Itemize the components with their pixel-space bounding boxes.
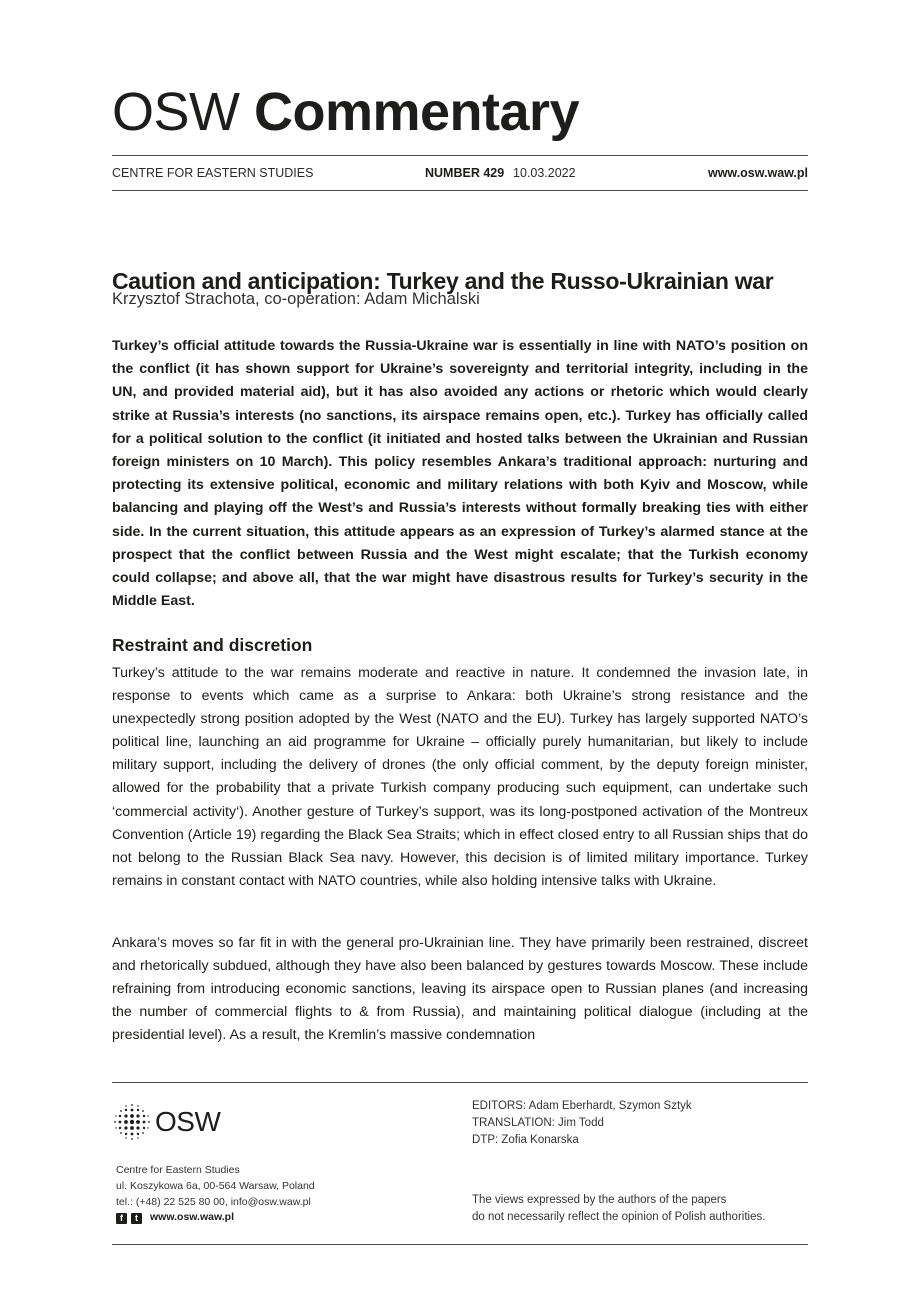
disclaimer-line-2: do not necessarily reflect the opinion of Polish authorities. [472,1210,766,1223]
masthead [112,80,579,144]
facebook-icon[interactable]: f [116,1213,127,1224]
article-authors: Krzysztof Strachota, co-operation: Adam Michalski [112,290,480,308]
contact-phone-email: tel.: (+48) 22 525 80 00, info@osw.waw.pl [116,1195,311,1208]
editors-block [472,1098,808,1148]
logo-wordmark: OSW [155,1106,221,1137]
issue-number: NUMBER 429 [425,166,505,180]
contact-address: ul. Koszykowa 6a, 00-564 Warsaw, Poland [116,1179,315,1192]
twitter-icon[interactable]: t [131,1213,142,1224]
disclaimer-line-1: The views expressed by the authors of the papers [472,1194,727,1206]
body-paragraph-1: Turkey’s attitude to the war remains moderate and reactive in nature. It condemned the invasion late, in response to events which came as a surprise to Ankara: both Ukraine’s strong resistance and the unexpectedly strong position adopted by the West (NATO and the EU). Turkey has largely supported NATO’s political line, launching an aid programme for Ukraine – officially purely humanitarian, but likely to include military support, including the delivery of drones (the only official comment, by the deputy foreign minister, allowed for the probability that a private Turkish company producing such equipment, can undertake such ‘commercial activity‘). Another gesture of Turkey’s support, was its long-postponed activation of the Montreux Convention (Article 19) regarding the Black Sea Straits; which in effect closed entry to all Russian ships that do not belong to the Russian Black Sea navy. However, this decision is of limited military importance. Turkey remains in constant contact with NATO countries, while also holding intensive talks with Ukraine. [112,665,808,889]
body-paragraph-2: Ankara’s moves so far fit in with the general pro-Ukrainian line. They have primarily been restrained, discreet and rhetorically subdued, although they have also been balanced by gestures towards Moscow. These include refraining from introducing economic sanctions, leaving its airspace open to Russian planes (and increasing the number of commercial flights to & from Russia), and maintaining political dialogue (including at the presidential level). As a result, the Kremlin’s massive condemnation [112,935,808,1044]
osw-logo [112,1102,232,1142]
disclaimer [472,1192,808,1226]
translation-line: TRANSLATION: Jim Todd [472,1116,604,1129]
article-title: Caution and anticipation: Turkey and the Russo-Ukrainian war [112,268,774,295]
section-heading: Restraint and discretion [112,635,313,655]
social-row [116,1210,436,1226]
header-divider-bottom [112,190,808,191]
masthead-osw: OSW [112,82,240,142]
website-link[interactable]: www.osw.waw.pl [707,166,808,180]
contact-block [116,1163,436,1226]
dtp-line: DTP: Zofia Konarska [472,1133,579,1146]
footer-divider-top [112,1082,808,1083]
lead-paragraph: Turkey’s official attitude towards the Russia-Ukraine war is essentially in line with NATO’s position on the conflict (it has shown support for Ukraine’s sovereignty and territorial integrity, including in the UN, and provided material aid), but it has also avoided any actions or rhetoric which would clearly strike at Russia’s interests (no sanctions, its airspace remains open, etc.). Turkey has officially called for a political solution to the conflict (it initiated and hosted talks between the Ukrainian and Russian foreign ministers on 10 March). This policy resembles Ankara’s traditional approach: nurturing and protecting its extensive political, economic and military relations with both Kyiv and Moscow, while balancing and playing off the West’s and Russia’s interests without formally breaking ties with either side. In the current situation, this attitude appears as an expression of Turkey’s alarmed stance at the prospect that the conflict between Russia and the West might escalate; that the Turkish economy could collapse; and above all, that the war might have disastrous results for Turkey’s security in the Middle East. [112,338,808,610]
header-divider-top [112,155,808,156]
info-bar [112,164,808,182]
masthead-commentary: Commentary [254,82,580,142]
footer-website-link[interactable]: www.osw.waw.pl [150,1211,235,1224]
editors-line: EDITORS: Adam Eberhardt, Szymon Sztyk [472,1100,692,1112]
footer-divider-bottom [112,1244,808,1245]
contact-name: Centre for Eastern Studies [116,1164,240,1176]
publisher-name: CENTRE FOR EASTERN STUDIES [112,166,314,180]
osw-globe-icon [112,1102,152,1142]
issue-date: 10.03.2022 [513,166,576,180]
